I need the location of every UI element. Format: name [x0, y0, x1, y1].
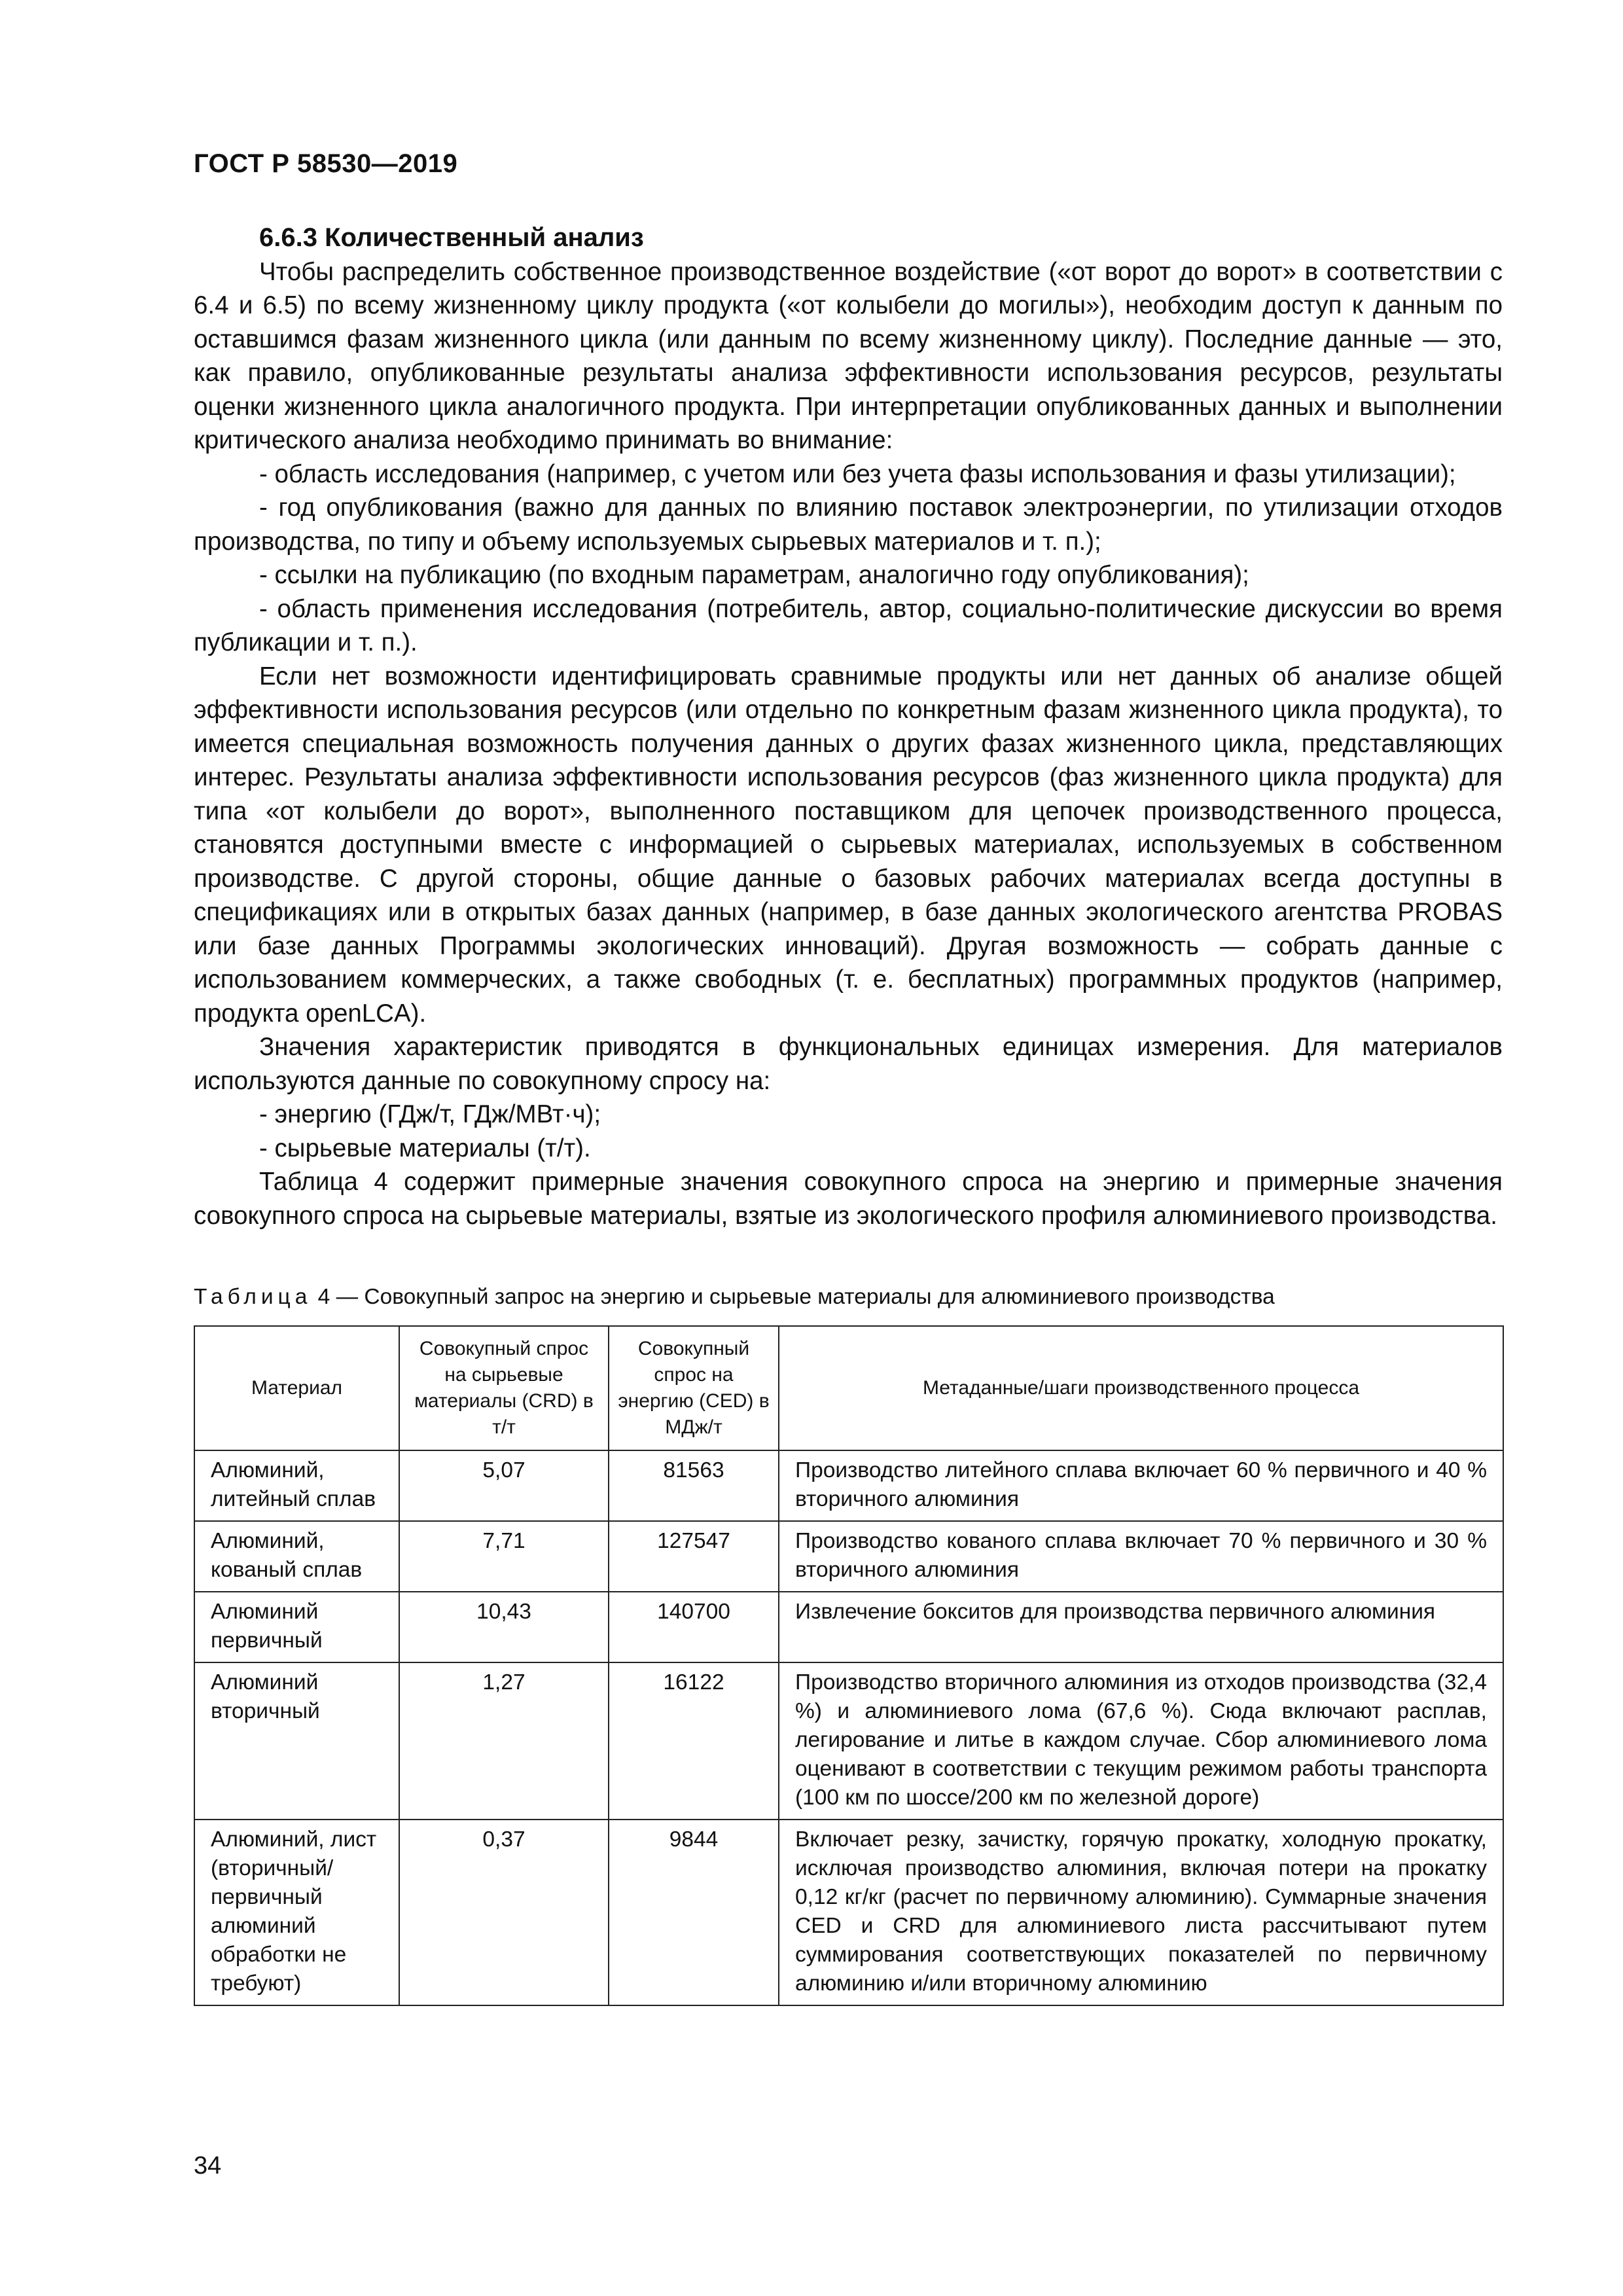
table-row — [194, 1662, 1503, 1820]
cell-material: Алюминий вторичный — [194, 1662, 399, 1820]
cell-meta: Включает резку, зачистку, горячую прокатку, холодную прокатку, исключая производство алюминия, включая потери на прокатку 0,12 кг/кг (расчет по первичному алюминию). Суммарные значения CED и CRD для алюминиевого листа рассчитывают путем суммирования соответствующих показателей по первичному алюминию и/или вторичному алюминию — [779, 1820, 1503, 2005]
section-heading: 6.6.3 Количественный анализ — [259, 223, 644, 252]
cell-material: Алюминий первичный — [194, 1592, 399, 1662]
document-header: ГОСТ Р 58530—2019 — [194, 149, 458, 178]
list-item: - область применения исследования (потребитель, автор, социально-политические дискуссии во время публикации и т. п.). — [194, 594, 1503, 656]
cell-meta: Производство вторичного алюминия из отходов производства (32,4 %) и алюминиевого лома (67,6 %). Сюда включают расплав, легирование и литье в каждом случае. Сбор алюминиевого лома оценивают в соответствии с текущим режимом работы транспорта (100 км по шоссе/200 км по железной дороге) — [779, 1662, 1503, 1820]
data-table — [194, 1325, 1504, 2006]
cell-crd: 7,71 — [399, 1521, 609, 1592]
cell-meta: Производство кованого сплава включает 70 % первичного и 30 % вторичного алюминия — [779, 1521, 1503, 1592]
cell-ced: 81563 — [609, 1450, 779, 1521]
cell-material: Алюминий, кованый сплав — [194, 1521, 399, 1592]
cell-crd: 10,43 — [399, 1592, 609, 1662]
table-header-row — [194, 1326, 1503, 1450]
table-caption-text: 4 — Совокупный запрос на энергию и сырьевые материалы для алюминиевого производства — [312, 1285, 1275, 1309]
column-header-meta: Метаданные/шаги производственного процесса — [779, 1326, 1503, 1450]
table-row — [194, 1450, 1503, 1521]
table-caption-label: Таблица — [194, 1285, 312, 1309]
paragraph: Таблица 4 содержит примерные значения совокупного спроса на энергию и примерные значения совокупного спроса на сырьевые материалы, взятые из экологического профиля алюминиевого производства. — [194, 1168, 1503, 1230]
paragraph: Если нет возможности идентифицировать сравнимые продукты или нет данных об анализе общей эффективности использования ресурсов (или отдельно по конкретным фазам жизненного цикла продукта), то имеется специальная возможность получения данных о других фазах жизненного цикла, представляющих интерес. Результаты анализа эффективности использования ресурсов (фаз жизненного цикла продукта) для типа «от колыбели до ворот», выполненного поставщиком для цепочек производственного процесса, становятся доступными вместе с информацией о сырьевых материалах, используемых в собственном производстве. С другой стороны, общие данные о базовых рабочих материалах всегда доступны в спецификациях или в открытых базах данных (например, в базе данных экологического агентства PROBAS или базе данных Программы экологических инноваций). Другая возможность — собрать данные с использованием коммерческих, а также свободных (т. е. бесплатных) программных продуктов (например, продукта openLCA). — [194, 662, 1503, 1028]
list-item: - энергию (ГДж/т, ГДж/МВт·ч); — [259, 1100, 601, 1128]
list-item: - ссылки на публикацию (по входным параметрам, аналогично году опубликования); — [259, 561, 1249, 589]
column-header-material: Материал — [194, 1326, 399, 1450]
cell-crd: 5,07 — [399, 1450, 609, 1521]
cell-ced: 9844 — [609, 1820, 779, 2005]
cell-ced: 16122 — [609, 1662, 779, 1820]
cell-meta: Извлечение бокситов для производства первичного алюминия — [779, 1592, 1503, 1662]
cell-crd: 0,37 — [399, 1820, 609, 2005]
cell-ced: 140700 — [609, 1592, 779, 1662]
table-row — [194, 1820, 1503, 2005]
cell-crd: 1,27 — [399, 1662, 609, 1820]
page-number: 34 — [194, 2152, 222, 2179]
list-item: - год опубликования (важно для данных по влиянию поставок электроэнергии, по утилизации отходов производства, по типу и объему используемых сырьевых материалов и т. п.); — [194, 493, 1503, 556]
column-header-ced: Совокупный спрос на энергию (CED) в МДж/т — [609, 1326, 779, 1450]
paragraph: Чтобы распределить собственное производственное воздействие («от ворот до ворот» в соответствии с 6.4 и 6.5) по всему жизненному циклу продукта («от колыбели до могилы»), необходим доступ к данным по оставшимся фазам жизненного цикла (или данным по всему жизненному циклу). Последние данные — это, как правило, опубликованные результаты анализа эффективности использования ресурсов, результаты оценки жизненного цикла аналогичного продукта. При интерпретации опубликованных данных и выполнении критического анализа необходимо принимать во внимание: — [194, 257, 1503, 454]
cell-ced: 127547 — [609, 1521, 779, 1592]
table-caption — [194, 1283, 1275, 1312]
cell-meta: Производство литейного сплава включает 60 % первичного и 40 % вторичного алюминия — [779, 1450, 1503, 1521]
cell-material: Алюминий, лист (вторичный/ первичный алюминий обработки не требуют) — [194, 1820, 399, 2005]
column-header-crd: Совокупный спрос на сырьевые материалы (CRD) в т/т — [399, 1326, 609, 1450]
cell-material: Алюминий, литейный сплав — [194, 1450, 399, 1521]
paragraph: Значения характеристик приводятся в функциональных единицах измерения. Для материалов используются данные по совокупному спросу на: — [194, 1033, 1503, 1095]
section-body — [194, 221, 1503, 1232]
list-item: - область исследования (например, с учетом или без учета фазы использования и фазы утилизации); — [259, 459, 1456, 488]
list-item: - сырьевые материалы (т/т). — [259, 1134, 591, 1162]
table-row — [194, 1521, 1503, 1592]
table-row — [194, 1592, 1503, 1662]
